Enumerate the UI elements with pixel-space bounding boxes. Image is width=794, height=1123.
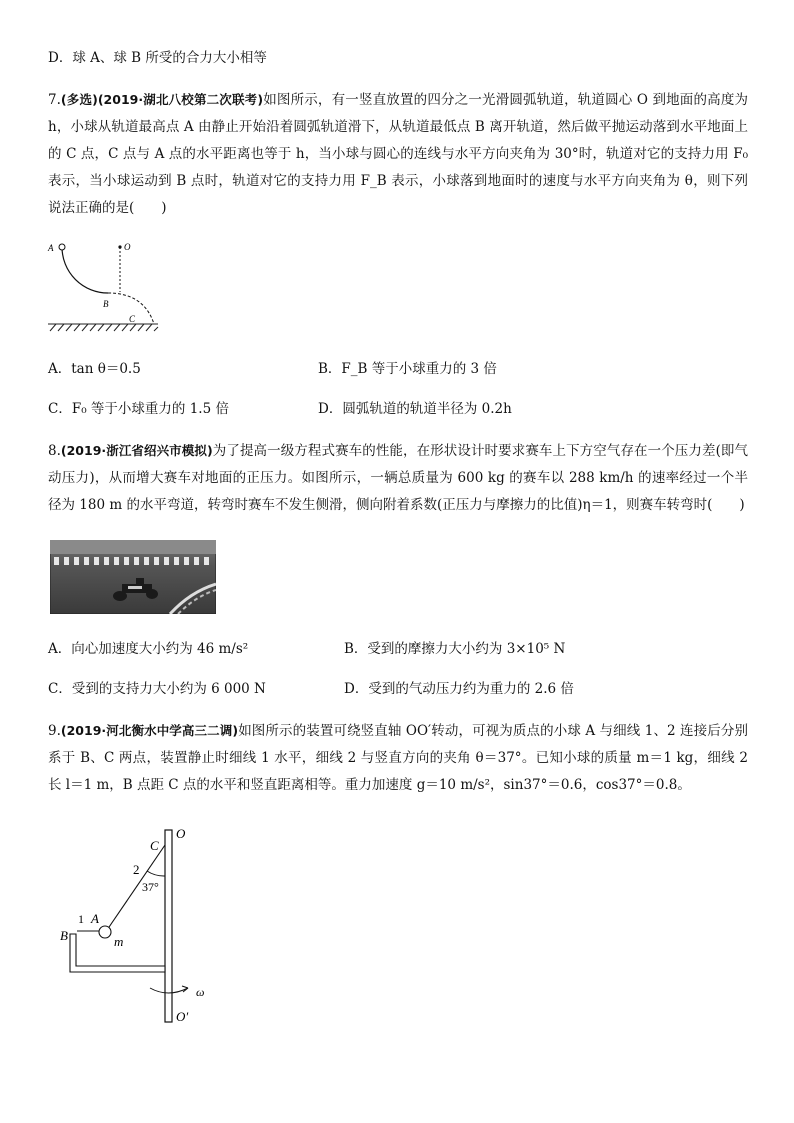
question-8 [48,437,748,519]
q7-label-a: A [48,243,54,253]
q8-option-c: C．受到的支持力大小约为 6 000 N [48,681,266,697]
q9-source: (2019·河北衡水中学高三二调) [60,723,239,738]
q9-ball-a [99,926,111,938]
question-9 [48,717,748,799]
q7-label-o: O [124,242,131,252]
q8-option-d: D．受到的气动压力约为重力的 2.6 倍 [344,681,574,697]
q9-label-b: B [60,928,68,943]
q7-stem: 如图所示，有一竖直放置的四分之一光滑圆弧轨道，轨道圆心 O 到地面的高度为 h，小球从轨道最高点 A 由静止开始沿着圆弧轨道滑下，从轨道最低点 B 离开轨道，然后做平抛运动落到水平地面上的 C 点，C 点与 A 点的水平距离也等于 h，当小球与圆心的连线与水平方向夹角为 30°时，轨道对它的支持力用 F₀ 表示，当小球运动到 B 点时，轨道对它的支持力用 F_B 表示，小球落到地面时的速度与水平方向夹角为 θ，则下列说法正确的是( ) [48,92,748,216]
q7-option-b: B．F_B 等于小球重力的 3 倍 [318,361,497,377]
q7-option-d: D．圆弧轨道的轨道半径为 0.2h [318,401,512,417]
q8-source: (2019·浙江省绍兴市模拟) [60,443,213,458]
q9-figure [56,822,226,1032]
q9-label-angle: 37° [142,880,159,894]
q9-label-o: O [176,826,186,841]
question-7 [48,86,748,222]
q8-stem: 为了提高一级方程式赛车的性能，在形状设计时要求赛车上下方空气存在一个压力差(即气动压力)，从而增大赛车对地面的正压力。如图所示，一辆总质量为 600 kg 的赛车以 288 km/h 的速率经过一个半径为 180 m 的水平弯道，转弯时赛车不发生侧滑，侧向附着系数(正压力与摩擦力的比值)η＝1，则赛车转弯时( ) [48,443,749,513]
q7-figure [40,236,170,336]
q7-option-c: C．F₀ 等于小球重力的 1.5 倍 [48,401,229,417]
q9-angle-arc [147,871,165,876]
q9-label-omega: ω [196,985,205,999]
q7-number: 7. [48,92,61,108]
q9-stem: 如图所示的装置可绕竖直轴 OO′转动，可视为质点的小球 A 与细线 1、2 连接后分别系于 B、C 两点，装置静止时细线 1 水平，细线 2 与竖直方向的夹角 θ＝37°。已知小球的质量 m＝1 kg，细线 2 长 l＝1 m，B 点距 C 点的水平和竖直距离相等。重力加速度 g＝10 m/s²，sin37°＝0.6，cos37°＝0.8。 [48,723,748,793]
q9-number: 9. [48,723,61,739]
q9-label-2: 2 [133,862,140,877]
q7-option-a: A．tan θ＝0.5 [48,361,141,377]
q9-label-c: C [150,838,159,853]
q8-number: 8. [48,443,61,459]
q7-ground-hatch [48,324,158,331]
q6-option-d: D．球 A、球 B 所受的合力大小相等 [48,50,267,66]
q9-label-m: m [114,934,124,949]
q7-center-dot [118,245,121,248]
q8-option-b: B．受到的摩擦力大小约为 3×10⁵ N [344,641,566,657]
q7-arc-track [62,247,108,293]
q7-label-b: B [103,299,109,309]
q8-race-car-photo [50,540,216,614]
q8-option-a: A．向心加速度大小约为 46 m/s² [48,641,249,657]
q7-source: (多选)(2019·湖北八校第二次联考) [60,92,264,107]
q7-ball [59,244,65,250]
q9-label-1: 1 [78,912,84,926]
q9-label-a: A [91,911,99,926]
q7-label-c: C [129,314,136,324]
q9-label-o-prime: O′ [176,1009,189,1024]
